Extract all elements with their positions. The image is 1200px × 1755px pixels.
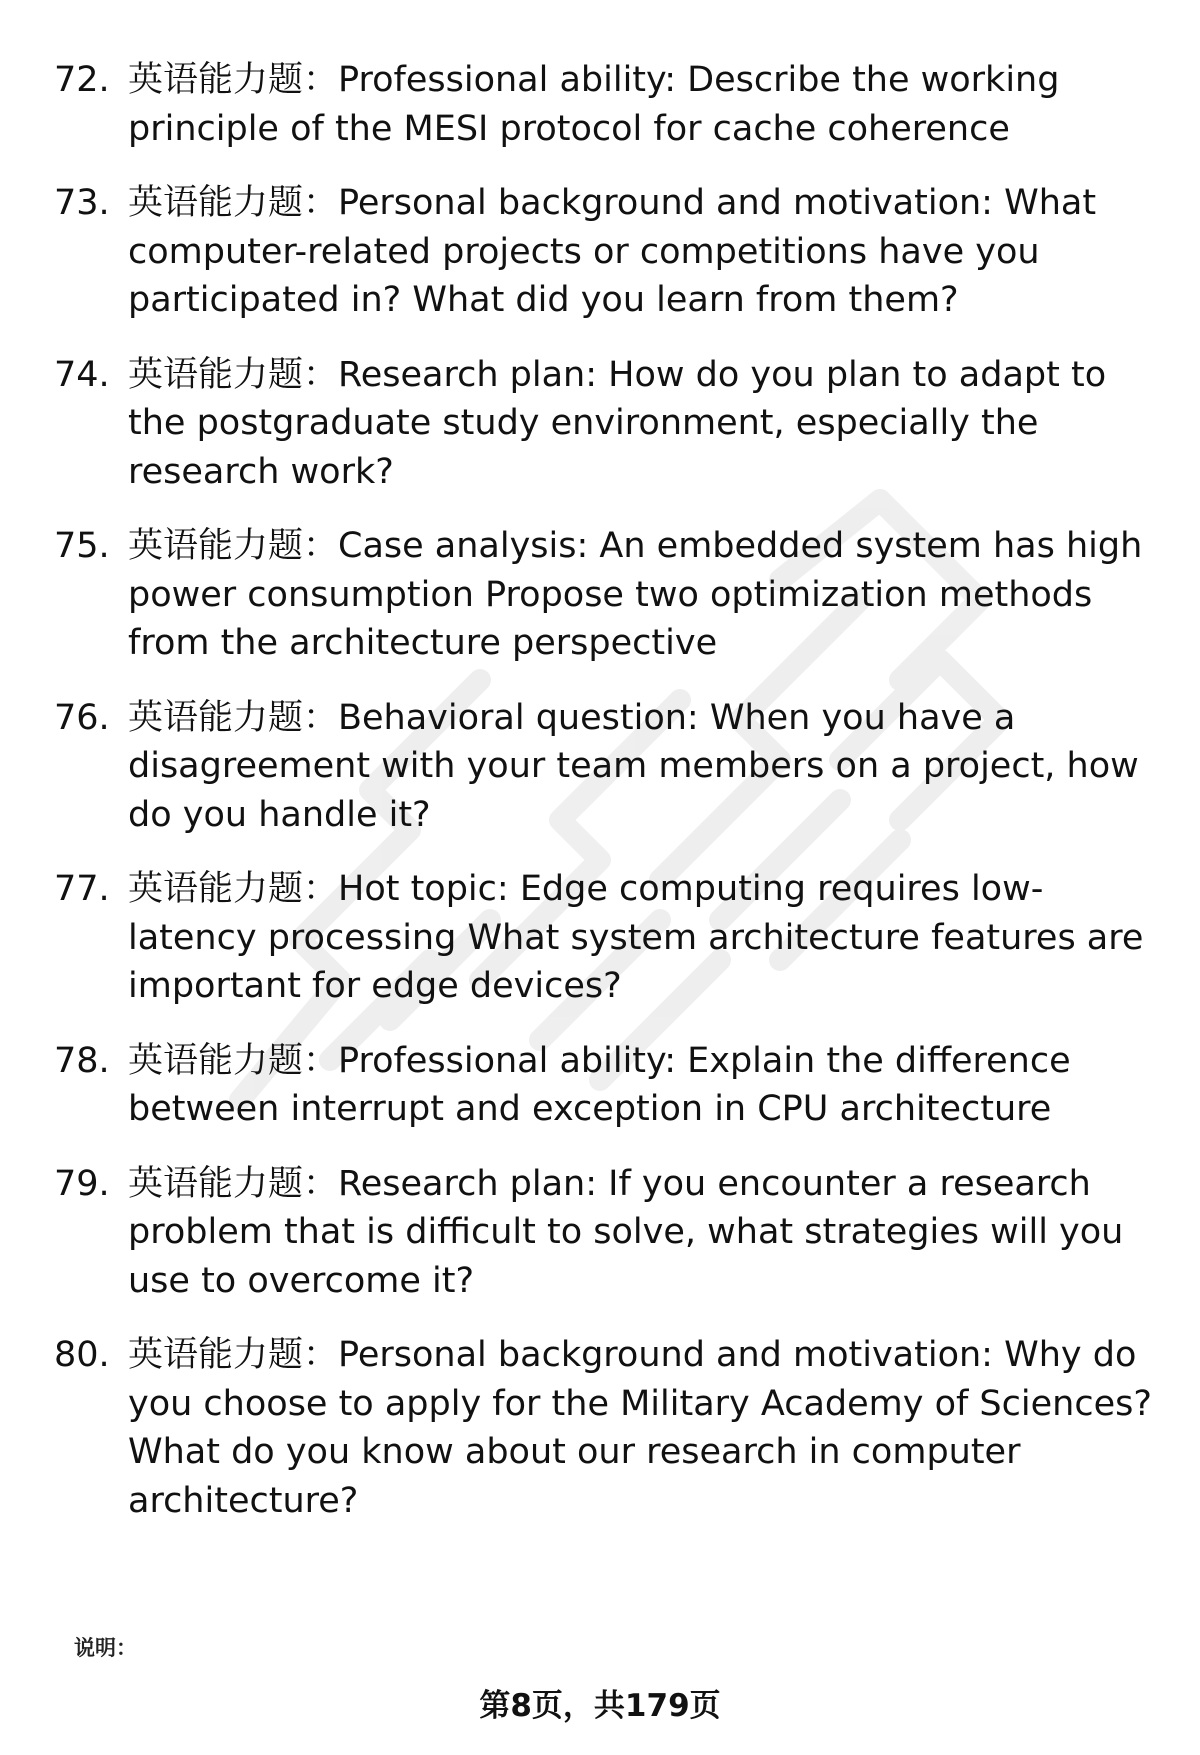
question-item xyxy=(0,56,1200,153)
question-text: 英语能力题：Case analysis: An embedded system has high power consumption Propose two optimization methods from the architecture perspective xyxy=(128,526,1143,663)
question-number: 73. xyxy=(54,183,110,223)
question-text: 英语能力题：Hot topic: Edge computing requires low-latency processing What system architecture features are important for edge devices? xyxy=(128,869,1144,1006)
question-text: 英语能力题：Behavioral question: When you have a disagreement with your team members on a project, how do you handle it? xyxy=(128,697,1139,835)
question-text: 英语能力题：Professional ability: Describe the working principle of the MESI protocol for cache coherence xyxy=(128,60,1060,149)
question-text: 英语能力题：Personal background and motivation: Why do you choose to apply for the Military Academy of Sciences? What do you know about our research in computer architecture? xyxy=(128,1335,1152,1521)
question-text: 英语能力题：Research plan: How do you plan to adapt to the postgraduate study environment, especially the research work? xyxy=(128,354,1107,492)
question-item xyxy=(0,1037,1200,1134)
question-number: 77. xyxy=(54,869,110,909)
question-item xyxy=(0,522,1200,668)
question-number: 79. xyxy=(54,1163,110,1204)
question-number: 72. xyxy=(54,60,110,100)
question-number: 80. xyxy=(54,1335,110,1375)
question-item xyxy=(0,1331,1200,1525)
question-number: 76. xyxy=(54,697,110,738)
question-list xyxy=(0,56,1200,1551)
question-item xyxy=(0,179,1200,325)
question-item xyxy=(0,865,1200,1011)
question-number: 78. xyxy=(54,1040,110,1081)
question-text: 英语能力题：Research plan: If you encounter a research problem that is difficult to solve, what strategies will you use to overcome it? xyxy=(128,1163,1124,1301)
question-text: 英语能力题：Professional ability: Explain the difference between interrupt and exception in CPU architecture xyxy=(128,1040,1071,1129)
question-item xyxy=(0,694,1200,840)
question-item xyxy=(0,351,1200,497)
question-item xyxy=(0,1160,1200,1306)
question-text: 英语能力题：Personal background and motivation: What computer-related projects or competitions have you participated in? What did you learn from them? xyxy=(128,183,1097,320)
page-footer: 第8页，共179页 xyxy=(479,1688,721,1724)
note-label: 说明： xyxy=(74,1636,137,1660)
question-number: 74. xyxy=(54,354,110,395)
question-number: 75. xyxy=(54,526,110,566)
